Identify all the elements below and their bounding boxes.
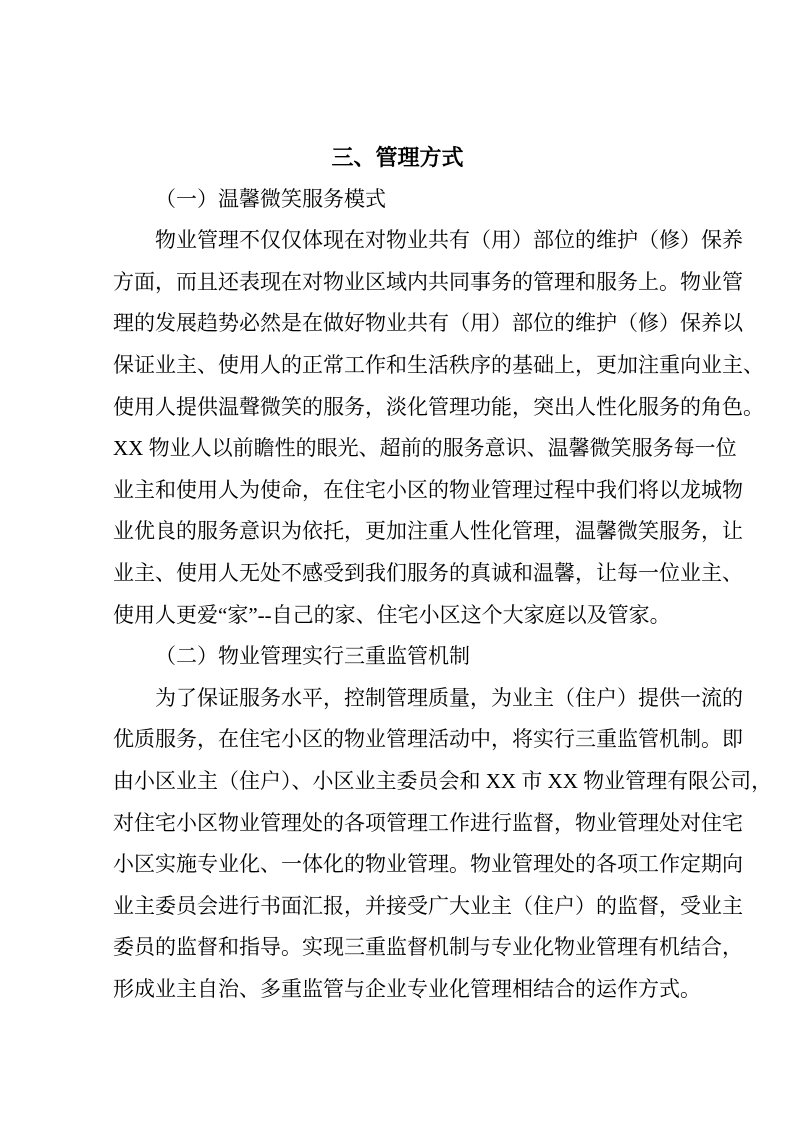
section-paragraph	[113, 220, 764, 636]
paragraph-line: 为了保证服务水平，控制管理质量，为业主（住户）提供一流的	[155, 685, 743, 710]
paragraph-line: 理的发展趋势必然是在做好物业共有（用）部位的维护（修）保养以	[113, 311, 743, 336]
document-section	[113, 179, 764, 637]
paragraph-line: 对住宅小区物业管理处的各项管理工作进行监督，物业管理处对住宅	[113, 810, 743, 835]
paragraph-line: 使用人更爱“家”--自己的家、住宅小区这个大家庭以及管家。	[113, 602, 671, 627]
paragraph-line: 由小区业主（住户）、小区业主委员会和 XX 市 XX 物业管理有限公司，	[113, 768, 773, 793]
paragraph-line: 小区实施专业化、一体化的物业管理。物业管理处的各项工作定期向	[113, 852, 743, 877]
paragraph-line: 委员的监督和指导。实现三重监督机制与专业化物业管理有机结合，	[113, 935, 743, 960]
document-title: 三、管理方式	[331, 145, 464, 170]
paragraph-line: 业优良的服务意识为依托，更加注重人性化管理，温馨微笑服务，让	[113, 519, 743, 544]
paragraph-line: 方面，而且还表现在对物业区域内共同事务的管理和服务上。物业管	[113, 269, 743, 294]
document-body	[113, 179, 773, 1011]
paragraph-line: 使用人提供温聲微笑的服务，淡化管理功能，突出人性化服务的角色。	[113, 394, 764, 419]
paragraph-line: 业主和使用人为使命，在住宅小区的物业管理过程中我们将以龙城物	[113, 477, 743, 502]
document-section	[113, 636, 773, 1010]
section-heading: （二）物业管理实行三重监管机制	[155, 644, 470, 669]
section-paragraph	[113, 678, 773, 1011]
paragraph-line: 优质服务，在住宅小区的物业管理活动中，将实行三重监管机制。即	[113, 727, 743, 752]
paragraph-line: 保证业主、使用人的正常工作和生活秩序的基础上，更加注重向业主、	[113, 352, 764, 377]
paragraph-line: 物业管理不仅仅体现在对物业共有（用）部位的维护（修）保养	[155, 228, 743, 253]
paragraph-line: XX 物业人以前瞻性的眼光、超前的服务意识、温馨微笑服务每一位	[113, 436, 737, 461]
section-heading: （一）温馨微笑服务模式	[155, 186, 386, 211]
paragraph-line: 业主委员会进行书面汇报，并接受广大业主（住户）的监督，受业主	[113, 893, 743, 918]
paragraph-line: 业主、使用人无处不感受到我们服务的真诚和温馨，让每一位业主、	[113, 560, 743, 585]
paragraph-line: 形成业主自治、多重监管与企业专业化管理相结合的运作方式。	[113, 976, 701, 1001]
